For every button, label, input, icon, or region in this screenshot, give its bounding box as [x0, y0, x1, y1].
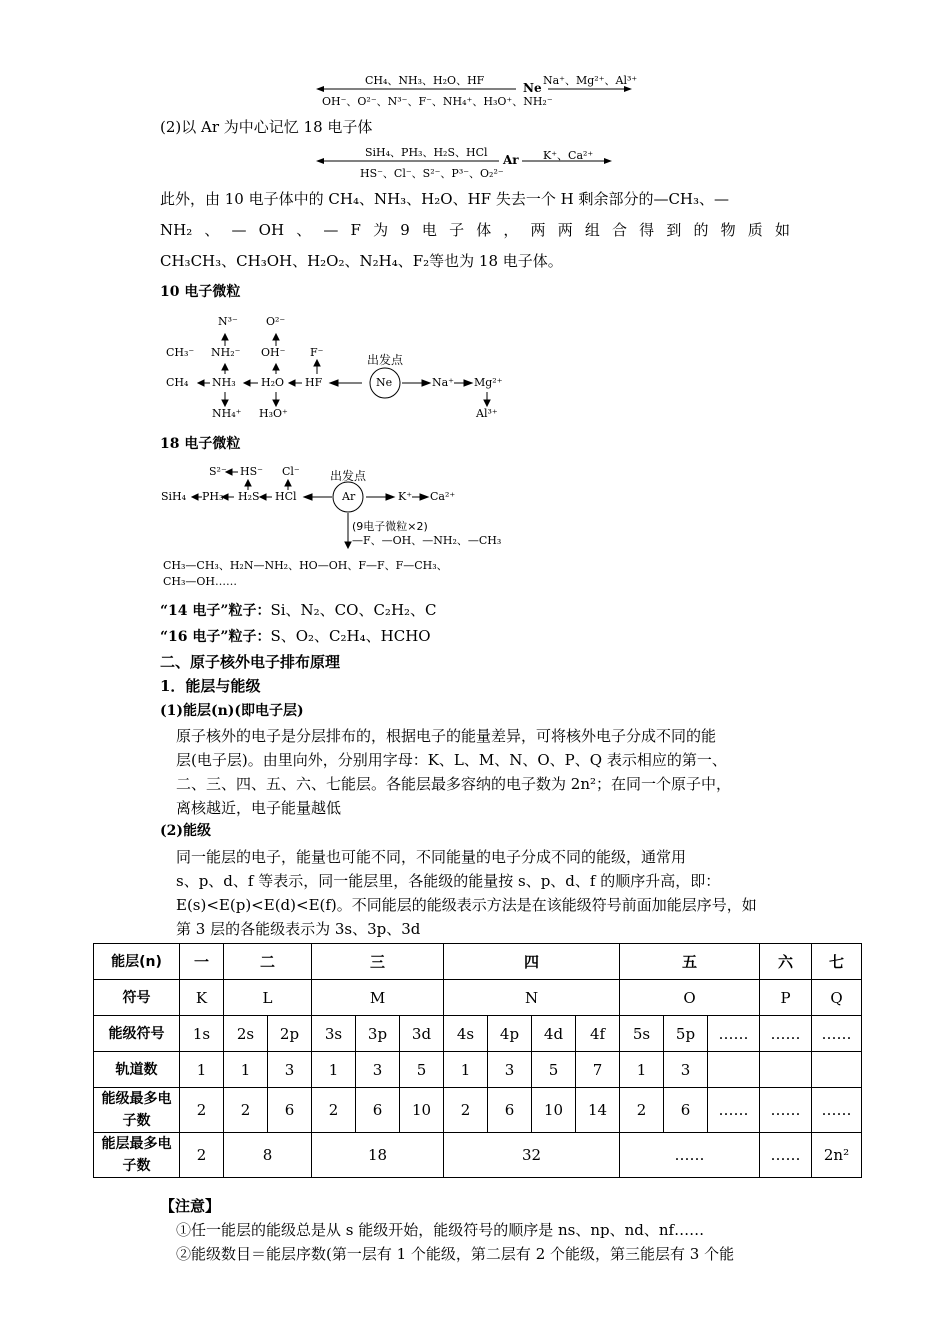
ne-scheme-top: CH₄、NH₃、H₂O、HF — [365, 74, 485, 87]
para1-word: 、 — [204, 221, 220, 239]
layer-cell: 五 — [620, 944, 760, 980]
para1-word: 的 — [693, 221, 709, 239]
para1-line3: CH₃CH₃、CH₃OH、H₂O₂、N₂H₄、F₂等也为 18 电子体。 — [160, 252, 563, 270]
p16-label: “16 电子”粒子： — [160, 629, 271, 645]
para2-line4: 离核越近，电子能量越低 — [176, 799, 342, 817]
eighteen-hcl: HCl — [275, 490, 297, 503]
max-layer-cell: 8 — [224, 1133, 312, 1178]
row-header-max-sub: 能级最多电子数 — [94, 1088, 180, 1133]
note-2: ②能级数目＝能层序数(第一层有 1 个能级，第二层有 2 个能级，第三能层有 3 个能 — [176, 1245, 735, 1263]
para1-word: 、 — [296, 221, 312, 239]
orbital-cell: 1 — [180, 1052, 224, 1088]
sublevel-cell: …… — [812, 1016, 862, 1052]
para2-line1: 原子核外的电子是分层排布的，根据电子的能量差异，可将核外电子分成不同的能 — [176, 727, 717, 745]
max-layer-cell: …… — [760, 1133, 812, 1178]
max-sub-cell: …… — [760, 1088, 812, 1133]
subsection-1-heading: 1．能层与能级 — [160, 677, 261, 695]
max-sub-cell: 6 — [268, 1088, 312, 1133]
max-sub-cell: 2 — [180, 1088, 224, 1133]
ten-nh2: NH₂⁻ — [211, 346, 241, 359]
row-header-orbitals: 轨道数 — [94, 1052, 180, 1088]
section-2-heading: 二、原子核外电子排布原理 — [160, 653, 341, 671]
para1-word: 9 — [400, 221, 410, 239]
para1-word: NH₂ — [160, 221, 193, 239]
energy-level-table — [93, 943, 862, 1178]
max-sub-cell: …… — [812, 1088, 862, 1133]
sublevel-cell: 3p — [356, 1016, 400, 1052]
para3-line3: E(s)<E(p)<E(d)<E(f)。不同能层的能级表示方法是在该能级符号前面加能层序号，如 — [176, 896, 757, 914]
para1-word: ， — [503, 221, 519, 239]
eighteen-hs: HS⁻ — [240, 465, 263, 478]
row-header-layer: 能层(n) — [94, 944, 180, 980]
note-1: ①任一能层的能级总是从 s 能级开始，能级符号的顺序是 ns、np、nd、nf…… — [176, 1221, 705, 1239]
orbital-cell: 1 — [620, 1052, 664, 1088]
orbital-cell — [812, 1052, 862, 1088]
p14-text: Si、N₂、CO、C₂H₂、C — [270, 601, 437, 619]
note-title: 【注意】 — [160, 1197, 221, 1215]
ne-scheme-center: Ne — [523, 81, 542, 95]
para1-word: 合 — [612, 221, 628, 239]
ten-f: F⁻ — [310, 346, 324, 359]
max-sub-cell: 2 — [444, 1088, 488, 1133]
ten-al: Al³⁺ — [476, 407, 498, 420]
orbital-cell: 3 — [268, 1052, 312, 1088]
max-sub-cell: 10 — [400, 1088, 444, 1133]
orbital-cell: 3 — [664, 1052, 708, 1088]
sublevel-cell: 5p — [664, 1016, 708, 1052]
eighteen-ph3: PH₃ — [202, 490, 224, 503]
ten-mg: Mg²⁺ — [474, 376, 503, 389]
para1-word: OH — [258, 221, 285, 239]
subsection-1b-heading: (2)能级 — [160, 823, 211, 839]
eighteen-electron-title: 18 电子微粒 — [160, 436, 241, 452]
max-sub-cell: 6 — [664, 1088, 708, 1133]
orbital-cell — [760, 1052, 812, 1088]
symbol-cell: Q — [812, 980, 862, 1016]
ten-o2: O²⁻ — [266, 315, 286, 328]
eighteen-k: K⁺ — [398, 490, 413, 503]
max-sub-cell: 6 — [356, 1088, 400, 1133]
eighteen-ca: Ca²⁺ — [430, 490, 456, 503]
layer-cell: 三 — [312, 944, 444, 980]
sublevel-cell: 2s — [224, 1016, 268, 1052]
ten-n3: N³⁻ — [218, 315, 238, 328]
para3-line1: 同一能层的电子，能量也可能不同，不同能量的电子分成不同的能级，通常用 — [176, 848, 687, 866]
sublevel-cell: 2p — [268, 1016, 312, 1052]
p14-line — [160, 597, 437, 623]
para1-line2 — [160, 217, 790, 243]
ne-scheme-right: Na⁺、Mg²⁺、Al³⁺ — [543, 74, 638, 87]
p16-line — [160, 623, 431, 649]
orbital-cell: 1 — [444, 1052, 488, 1088]
ar-scheme-bottom: HS⁻、Cl⁻、S²⁻、P³⁻、O₂²⁻ — [360, 167, 504, 180]
symbol-cell: O — [620, 980, 760, 1016]
para1-word: 电 — [421, 221, 437, 239]
para1-word: 到 — [666, 221, 682, 239]
ten-nh3: NH₃ — [212, 376, 236, 389]
table-row — [94, 1016, 862, 1052]
eighteen-list1: CH₃—CH₃、H₂N—NH₂、HO—OH、F—F、F—CH₃、 — [163, 559, 448, 572]
max-layer-cell: 2 — [180, 1133, 224, 1178]
symbol-cell: P — [760, 980, 812, 1016]
sublevel-cell: 5s — [620, 1016, 664, 1052]
table-row — [94, 1052, 862, 1088]
ar-scheme-center: Ar — [503, 153, 519, 167]
ten-h2o: H₂O — [261, 376, 285, 389]
orbital-cell: 1 — [312, 1052, 356, 1088]
symbol-cell: K — [180, 980, 224, 1016]
para2-line3: 二、三、四、五、六、七能层。各能层最多容纳的电子数为 2n²；在同一个原子中， — [176, 775, 731, 793]
max-sub-cell: 14 — [576, 1088, 620, 1133]
ten-ch4: CH₄ — [166, 376, 189, 389]
para1-word: 质 — [747, 221, 763, 239]
orbital-cell: 3 — [488, 1052, 532, 1088]
symbol-cell: N — [444, 980, 620, 1016]
ten-hf: HF — [305, 376, 323, 389]
para1-word: 如 — [774, 221, 790, 239]
eighteen-h2s: H₂S — [238, 490, 260, 503]
max-layer-cell: …… — [620, 1133, 760, 1178]
eighteen-ar: Ar — [342, 490, 356, 503]
sublevel-cell: 4s — [444, 1016, 488, 1052]
max-sub-cell: 2 — [312, 1088, 356, 1133]
eighteen-nine-groups: —F、—OH、—NH₂、—CH₃ — [352, 534, 502, 547]
orbital-cell: 3 — [356, 1052, 400, 1088]
para1-word: F — [350, 221, 361, 239]
ne-scheme-bottom: OH⁻、O²⁻、N³⁻、F⁻、NH₄⁺、H₃O⁺、NH₂⁻ — [322, 95, 553, 108]
para3-line2: s、p、d、f 等表示，同一能层里，各能级的能量按 s、p、d、f 的顺序升高，即： — [176, 872, 721, 890]
max-sub-cell: 2 — [620, 1088, 664, 1133]
eighteen-s2: S²⁻ — [209, 465, 227, 478]
ten-na: Na⁺ — [432, 376, 454, 389]
orbital-cell: 5 — [400, 1052, 444, 1088]
table-row — [94, 944, 862, 980]
para1-word: 子 — [449, 221, 465, 239]
eighteen-sih4: SiH₄ — [161, 490, 187, 503]
para1-word: 组 — [584, 221, 600, 239]
table-row — [94, 1088, 862, 1133]
eighteen-start-label: 出发点 — [330, 469, 367, 483]
para1-word: 两 — [557, 221, 573, 239]
sublevel-cell: 1s — [180, 1016, 224, 1052]
orbital-cell — [708, 1052, 760, 1088]
eighteen-cl: Cl⁻ — [282, 465, 300, 478]
table-row — [94, 1133, 862, 1178]
max-sub-cell: …… — [708, 1088, 760, 1133]
subsection-1a-heading: (1)能层(n)(即电子层) — [160, 703, 304, 719]
max-sub-cell: 2 — [224, 1088, 268, 1133]
row-header-max-layer: 能层最多电子数 — [94, 1133, 180, 1178]
para1-line1: 此外，由 10 电子体中的 CH₄、NH₃、H₂O、HF 失去一个 H 剩余部分的—CH₃、— — [160, 190, 730, 208]
sublevel-cell: 3d — [400, 1016, 444, 1052]
ten-electron-title: 10 电子微粒 — [160, 284, 241, 300]
orbital-cell: 1 — [224, 1052, 268, 1088]
max-layer-cell: 18 — [312, 1133, 444, 1178]
row-header-symbol: 符号 — [94, 980, 180, 1016]
para1-word: — — [323, 221, 339, 239]
table-row — [94, 980, 862, 1016]
sublevel-cell: …… — [708, 1016, 760, 1052]
layer-cell: 七 — [812, 944, 862, 980]
para1-word: 体 — [476, 221, 492, 239]
max-sub-cell: 10 — [532, 1088, 576, 1133]
ar-intro: (2)以 Ar 为中心记忆 18 电子体 — [160, 118, 373, 136]
layer-cell: 二 — [224, 944, 312, 980]
sublevel-cell: 4p — [488, 1016, 532, 1052]
row-header-sublevel: 能级符号 — [94, 1016, 180, 1052]
sublevel-cell: 3s — [312, 1016, 356, 1052]
max-layer-cell: 2n² — [812, 1133, 862, 1178]
orbital-cell: 7 — [576, 1052, 620, 1088]
max-layer-cell: 32 — [444, 1133, 620, 1178]
para2-line2: 层(电子层)。由里向外，分别用字母：K、L、M、N、O、P、Q 表示相应的第一、 — [176, 751, 727, 769]
para1-word: 为 — [373, 221, 389, 239]
ten-ne: Ne — [376, 376, 393, 389]
para1-word: 物 — [720, 221, 736, 239]
p16-text: S、O₂、C₂H₄、HCHO — [270, 627, 431, 645]
ten-h3o: H₃O⁺ — [259, 407, 288, 420]
ar-scheme-right: K⁺、Ca²⁺ — [543, 149, 594, 162]
p14-label: “14 电子”粒子： — [160, 603, 271, 619]
eighteen-nine-label: (9电子微粒×2) — [352, 520, 428, 533]
para1-word: 两 — [530, 221, 546, 239]
layer-cell: 六 — [760, 944, 812, 980]
max-sub-cell: 6 — [488, 1088, 532, 1133]
eighteen-list2: CH₃—OH…… — [163, 575, 238, 588]
layer-cell: 一 — [180, 944, 224, 980]
ten-start-label: 出发点 — [367, 353, 404, 367]
symbol-cell: L — [224, 980, 312, 1016]
sublevel-cell: …… — [760, 1016, 812, 1052]
ten-ch3: CH₃⁻ — [166, 346, 195, 359]
symbol-cell: M — [312, 980, 444, 1016]
para1-word: 得 — [639, 221, 655, 239]
sublevel-cell: 4f — [576, 1016, 620, 1052]
ar-scheme-top: SiH₄、PH₃、H₂S、HCl — [365, 146, 488, 159]
para3-line4: 第 3 层的各能级表示为 3s、3p、3d — [176, 920, 421, 938]
orbital-cell: 5 — [532, 1052, 576, 1088]
sublevel-cell: 4d — [532, 1016, 576, 1052]
ten-nh4: NH₄⁺ — [212, 407, 242, 420]
para1-word: — — [231, 221, 247, 239]
ten-oh: OH⁻ — [261, 346, 286, 359]
layer-cell: 四 — [444, 944, 620, 980]
